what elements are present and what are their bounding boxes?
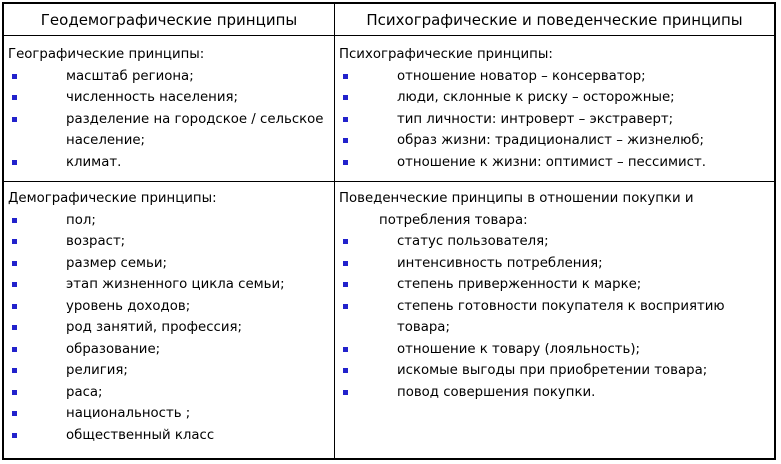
list-item	[339, 130, 769, 152]
column-divider	[334, 4, 335, 458]
list-item	[339, 339, 769, 361]
cell-title: Психографические принципы:	[339, 47, 553, 62]
square-bullet-icon	[12, 368, 17, 373]
cell-title-continuation: потребления товара:	[379, 212, 528, 228]
square-bullet-icon	[343, 239, 348, 244]
list-item-text: размер семьи;	[66, 255, 168, 271]
item-list	[8, 210, 326, 447]
list-item-text: интенсивность потребления;	[397, 255, 603, 271]
list-item-text: численность населения;	[66, 90, 238, 105]
list-item-text: образование;	[66, 341, 161, 357]
list-item-text: повод совершения покупки.	[397, 384, 596, 400]
square-bullet-icon	[343, 160, 348, 165]
list-item	[339, 274, 769, 296]
square-bullet-icon	[12, 117, 17, 122]
list-item	[8, 296, 326, 318]
list-item	[8, 317, 326, 339]
list-item-text: отношение к жизни: оптимист – пессимист.	[397, 154, 706, 170]
list-item-text: уровень доходов;	[66, 298, 191, 314]
list-item-text: раса;	[66, 384, 103, 400]
square-bullet-icon	[12, 433, 17, 438]
square-bullet-icon	[12, 218, 17, 223]
cell-geographic	[8, 44, 326, 173]
square-bullet-icon	[343, 282, 348, 287]
list-item-text: национальность ;	[66, 406, 191, 421]
list-item	[8, 274, 326, 296]
list-item	[339, 231, 769, 253]
cell-title: Демографические принципы:	[8, 191, 217, 206]
segmentation-table	[2, 2, 776, 460]
list-item	[8, 109, 326, 152]
list-item-text: разделение на городское / сельское население;	[66, 111, 324, 148]
list-item-text: степень готовности покупателя к восприятию товара;	[397, 298, 725, 335]
list-item	[339, 66, 769, 88]
list-item	[8, 403, 326, 425]
square-bullet-icon	[343, 261, 348, 266]
cell-title: Поведенческие принципы в отношении покупки и	[339, 191, 694, 206]
square-bullet-icon	[12, 239, 17, 244]
list-item-text: отношение новатор – консерватор;	[397, 68, 646, 84]
list-item-text: этап жизненного цикла семьи;	[66, 277, 285, 292]
square-bullet-icon	[343, 304, 348, 309]
square-bullet-icon	[12, 304, 17, 309]
header-divider	[4, 35, 774, 36]
square-bullet-icon	[343, 390, 348, 395]
list-item-text: возраст;	[66, 234, 126, 249]
item-list	[339, 231, 769, 403]
square-bullet-icon	[343, 117, 348, 122]
list-item	[8, 231, 326, 253]
list-item-text: климат.	[66, 154, 122, 170]
list-item	[8, 87, 326, 109]
list-item	[339, 109, 769, 131]
list-item-text: пол;	[66, 212, 96, 228]
list-item	[8, 425, 326, 447]
item-list	[339, 66, 769, 174]
square-bullet-icon	[12, 390, 17, 395]
row-divider	[4, 181, 774, 182]
list-item	[339, 296, 769, 339]
header-psychographic-behavioral: Психографические и поведенческие принципы	[366, 10, 743, 29]
list-item-text: искомые выгоды при приобретении товара;	[397, 363, 708, 378]
item-list	[8, 66, 326, 174]
square-bullet-icon	[343, 95, 348, 100]
list-item-text: тип личности: интроверт – экстраверт;	[397, 111, 674, 127]
list-item	[8, 253, 326, 275]
list-item	[339, 360, 769, 382]
square-bullet-icon	[12, 411, 17, 416]
list-item	[8, 66, 326, 88]
square-bullet-icon	[343, 138, 348, 143]
list-item-text: род занятий, профессия;	[66, 320, 242, 335]
cell-demographic	[8, 188, 326, 446]
list-item	[339, 253, 769, 275]
list-item-text: религия;	[66, 363, 128, 378]
square-bullet-icon	[343, 74, 348, 79]
square-bullet-icon	[12, 95, 17, 100]
list-item	[8, 210, 326, 232]
list-item	[8, 382, 326, 404]
square-bullet-icon	[12, 261, 17, 266]
list-item-text: образ жизни: традиционалист – жизнелюб;	[397, 133, 705, 148]
list-item	[8, 152, 326, 174]
square-bullet-icon	[343, 368, 348, 373]
header-geodemographic: Геодемографические принципы	[40, 10, 298, 29]
list-item	[339, 152, 769, 174]
list-item-text: отношение к товару (лояльность);	[397, 341, 641, 357]
cell-behavioral	[339, 188, 769, 403]
cell-psychographic	[339, 44, 769, 173]
list-item-text: общественный класс	[66, 427, 215, 443]
square-bullet-icon	[12, 282, 17, 287]
list-item-text: статус пользователя;	[397, 234, 549, 249]
list-item-text: люди, склонные к риску – осторожные;	[397, 90, 675, 105]
list-item-text: масштаб региона;	[66, 68, 194, 84]
square-bullet-icon	[12, 74, 17, 79]
list-item	[8, 339, 326, 361]
square-bullet-icon	[12, 160, 17, 165]
cell-title: Географические принципы:	[8, 47, 205, 62]
list-item	[339, 87, 769, 109]
list-item	[339, 382, 769, 404]
list-item-text: степень приверженности к марке;	[397, 277, 642, 292]
list-item	[8, 360, 326, 382]
square-bullet-icon	[343, 347, 348, 352]
square-bullet-icon	[12, 325, 17, 330]
square-bullet-icon	[12, 347, 17, 352]
